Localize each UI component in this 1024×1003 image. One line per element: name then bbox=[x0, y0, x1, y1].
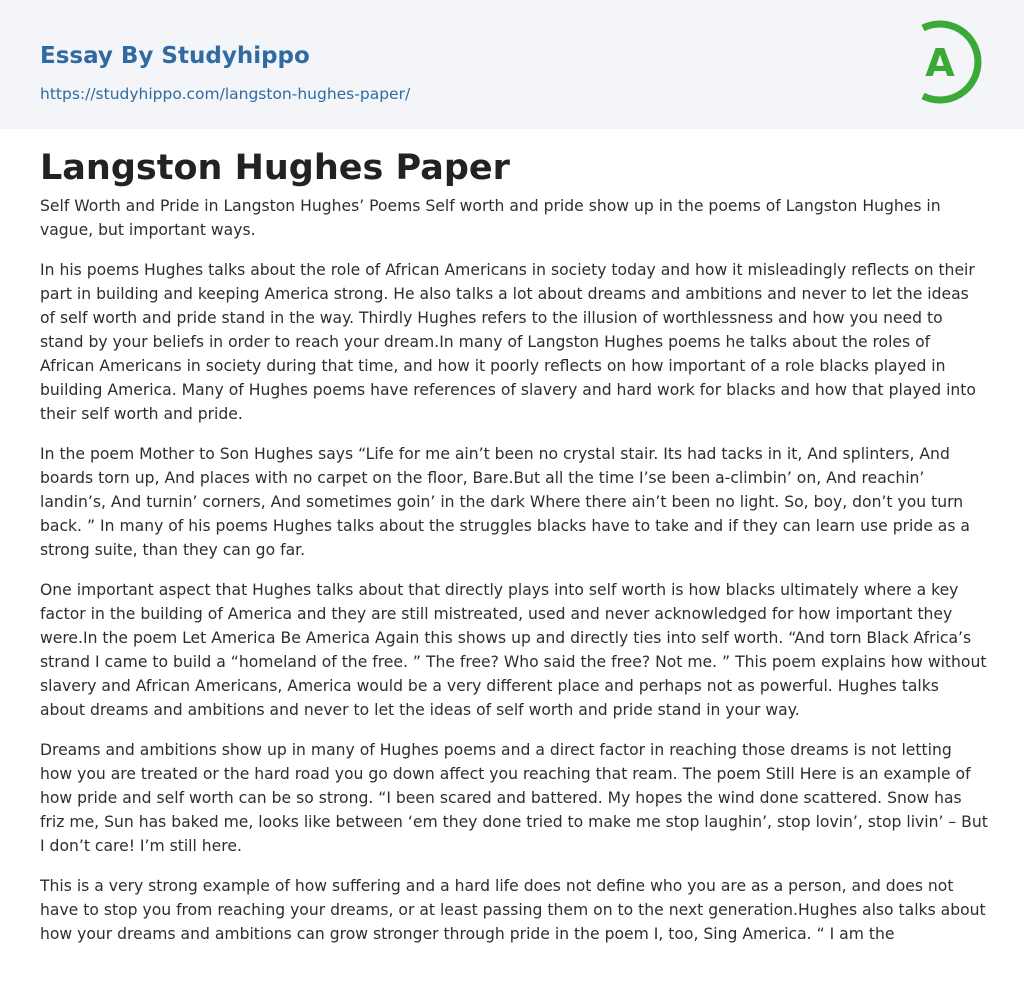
page-url-link[interactable]: https://studyhippo.com/langston-hughes-paper/ bbox=[40, 85, 411, 103]
paragraph-6: This is a very strong example of how suffering and a hard life does not define who you are as a person, and does not have to stop you from reaching your dreams, or at least passing them on to the next generation.Hughes also talks about how your dreams and ambitions can grow stronger through pride in the poem I, too, Sing America. “ I am the bbox=[40, 877, 986, 943]
paragraph-2: In his poems Hughes talks about the role of African Americans in society today and how it misleadingly reflects on their part in building and keeping America strong. He also talks a lot about dreams and ambitions and never to let the ideas of self worth and pride stand in the way. Thirdly Hughes refers to the illusion of worthlessness and how you need to stand by your beliefs in order to reach your dream.In many of Langston Hughes poems he talks about the roles of African Americans in society during that time, and how it poorly reflects on how important of a role blacks played in building America. Many of Hughes poems have references of slavery and hard work for blacks and how that played into their self worth and pride. bbox=[40, 261, 976, 423]
logo-letter: A bbox=[925, 41, 955, 85]
site-brand[interactable]: Essay By Studyhippo bbox=[40, 43, 310, 69]
paragraph-4: One important aspect that Hughes talks about that directly plays into self worth is how blacks ultimately where a key factor in the building of America and they are still mistreated, used and never acknowledged for how important they were.In the poem Let America Be America Again this shows up and directly ties into self worth. “And torn Black Africa’s strand I came to build a “homeland of the free. ” The free? Who said the free? Not me. ” This poem explains how without slavery and African Americans, America would be a very different place and perhaps not as powerful. Hughes talks about dreams and ambitions and never to let the ideas of self worth and pride stand in your way. bbox=[40, 581, 987, 719]
paragraph-3: In the poem Mother to Son Hughes says “Life for me ain’t been no crystal stair. Its had tacks in it, And splinters, And boards torn up, And places with no carpet on the floor, Bare.But all the time I’se been a-climbin’ on, And reachin’ landin’s, And turnin’ corners, And sometimes goin’ in the dark Where there ain’t been no light. So, boy, don’t you turn back. ” In many of his poems Hughes talks about the struggles blacks have to take and if they can learn use pride as a strong suite, than they can go far. bbox=[40, 445, 970, 559]
page-title: Langston Hughes Paper bbox=[40, 148, 510, 188]
article-body bbox=[40, 194, 988, 962]
studyhippo-logo-icon[interactable] bbox=[910, 18, 988, 106]
paragraph-1: Self Worth and Pride in Langston Hughes’ Poems Self worth and pride show up in the poems of Langston Hughes in vague, but important ways. bbox=[40, 197, 941, 239]
paragraph-5: Dreams and ambitions show up in many of Hughes poems and a direct factor in reaching those dreams is not letting how you are treated or the hard road you go down affect you reaching that ream. The poem Still Here is an example of how pride and self worth can be so strong. “I been scared and battered. My hopes the wind done scattered. Snow has friz me, Sun has baked me, looks like between ‘em they done tried to make me stop laughin’, stop lovin’, stop livin’ – But I don’t care! I’m still here. bbox=[40, 741, 988, 855]
site-header bbox=[0, 0, 1024, 129]
